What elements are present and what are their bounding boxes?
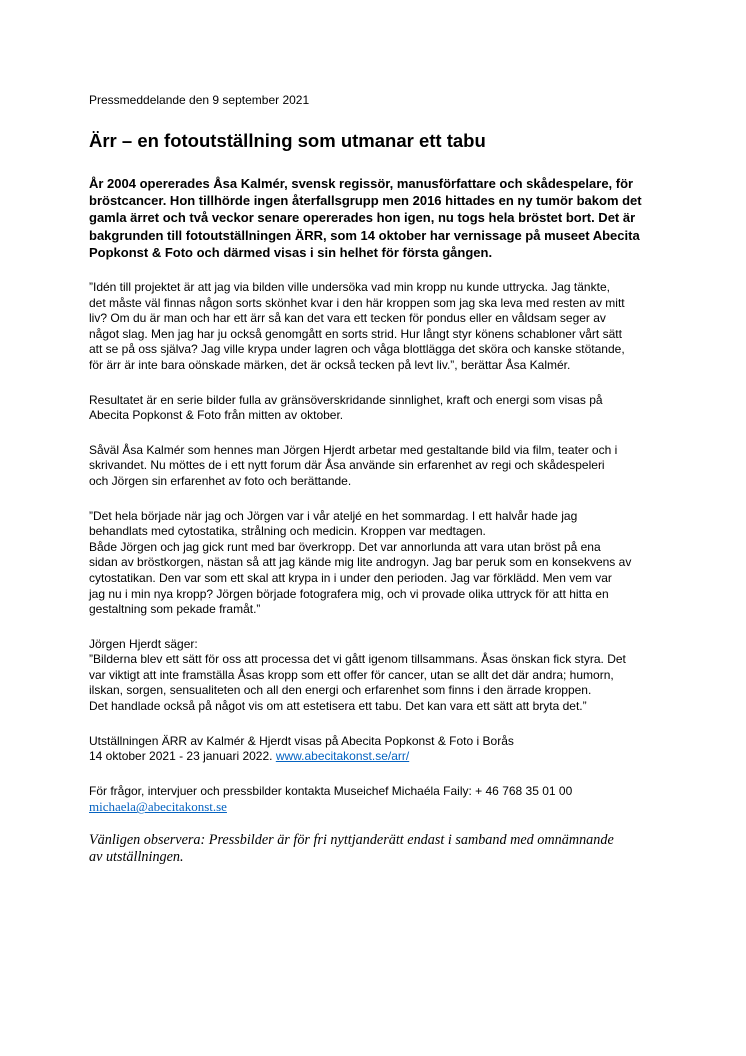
result-paragraph	[89, 393, 664, 424]
text-line: behandlats med cytostatika, strålning och medicin. Kroppen var medtagen.	[89, 524, 486, 539]
quote-asa-paragraph	[89, 280, 664, 374]
lead-line: bakgrunden till fotoutställningen ÄRR, som 14 oktober har vernissage på museet Abecita	[89, 227, 640, 243]
text-line: ilskan, sorgen, sensualiteten och all den energi och erfarenhet som finns i den ärrade kroppen.	[89, 683, 592, 698]
quote-studio-paragraph	[89, 509, 664, 618]
text-line: att se på oss själva? Jag ville krypa under lagren och våga blottlägga det sköra och kanske stötande,	[89, 342, 625, 357]
headline: Ärr – en fotoutställning som utmanar ett tabu	[89, 130, 486, 151]
text-line: sidan av bröstkorgen, nästan så att jag kände mig lite androgyn. Jag bar peruk som en konsekvens av	[89, 555, 632, 570]
notice-line: av utställningen.	[89, 849, 184, 866]
notice-line: Vänligen observera: Pressbilder är för fri nyttjanderätt endast i samband med omnämnande	[89, 832, 614, 849]
lead-line: År 2004 opererades Åsa Kalmér, svensk regissör, manusförfattare och skådespelare, för	[89, 176, 634, 191]
exhibition-dates: 14 oktober 2021 - 23 januari 2022.	[89, 749, 273, 764]
text-line: jag nu i min nya kropp? Jörgen började fotografera mig, och vi provade olika uttryck för att hitta en	[89, 586, 609, 601]
lead-line: gamla ärret och två veckor senare opererades hon igen, nu togs hela bröstet bort. Det är	[89, 210, 636, 226]
usage-notice	[89, 832, 664, 867]
contact-info	[89, 784, 664, 816]
text-line: Både Jörgen och jag gick runt med bar överkropp. Det var annorlunda att vara utan bröst på ena	[89, 539, 601, 554]
text-line: ”Det hela började när jag och Jörgen var i vår ateljé en het sommardag. I ett halvår hade jag	[89, 508, 578, 523]
lead-line: bröstcancer. Hon tillhörde ingen återfallsgrupp men 2016 hittades en ny tumör bakom det	[89, 193, 642, 209]
press-release	[89, 92, 664, 867]
text-line: ”Bilderna blev ett sätt för oss att processa det vi gått igenom tillsammans. Åsas önskan fick styra. Det	[89, 652, 626, 667]
text-line: liv? Om du är man och har ett ärr så kan det vara ett tecken för pondus eller en våldsam seger av	[89, 311, 606, 326]
exhibition-info	[89, 734, 664, 765]
lead-paragraph	[89, 175, 664, 261]
lead-line: Popkonst & Foto och därmed visas i sin helhet för första gången.	[89, 244, 493, 260]
dateline: Pressmeddelande den 9 september 2021	[89, 93, 310, 107]
quote-jorgen-paragraph	[89, 637, 664, 715]
text-line: gestaltning som pekade framåt.”	[89, 602, 261, 617]
text-line: något slag. Men jag har ju också genomgått en sorts strid. Hur långt styr könens schabloner vårt sätt	[89, 326, 622, 341]
text-line: för ärr är inte bara oönskade märken, det är också tecken på levt liv.”, berättar Åsa Kalmér.	[89, 357, 571, 372]
text-line: Jörgen Hjerdt säger:	[89, 636, 198, 651]
exhibition-link[interactable]: www.abecitakonst.se/arr/	[275, 749, 410, 764]
text-line: och Jörgen sin erfarenhet av foto och berättande.	[89, 473, 352, 488]
text-line: skrivandet. Nu möttes de i ett nytt forum där Åsa använde sin erfarenhet av regi och skådespeleri	[89, 458, 605, 473]
contact-line: För frågor, intervjuer och pressbilder kontakta Museichef Michaéla Faily: + 46 768 35 01 00	[89, 783, 573, 798]
exhibition-dates-line	[89, 749, 664, 765]
text-line: var viktigt att inte framställa Åsas kropp som ett offer för cancer, utan se allt det där andra; humorn,	[89, 667, 614, 682]
background-paragraph	[89, 443, 664, 490]
contact-email-line	[89, 799, 664, 816]
text-line: ”Idén till projektet är att jag via bilden ville undersöka vad min kropp nu kunde uttrycka. Jag tänkte,	[89, 280, 610, 295]
text-line: Det handlade också på något vis om att estetisera ett tabu. Det kan vara ett sätt att bryta det.”	[89, 699, 587, 714]
text-line: cytostatikan. Den var som ett skal att krypa in i under den perioden. Jag var förklädd. Men vem var	[89, 570, 612, 585]
text-line: Resultatet är en serie bilder fulla av gränsöverskridande sinnlighet, kraft och energi som visas på	[89, 392, 603, 407]
text-line: Såväl Åsa Kalmér som hennes man Jörgen Hjerdt arbetar med gestaltande bild via film, teater och i	[89, 442, 618, 457]
text-line: det måste väl finnas någon sorts skönhet kvar i den här kroppen som jag ska leva med resten av mitt	[89, 295, 625, 310]
text-line: Abecita Popkonst & Foto från mitten av oktober.	[89, 408, 344, 423]
exhibition-venue: Utställningen ÄRR av Kalmér & Hjerdt visas på Abecita Popkonst & Foto i Borås	[89, 733, 514, 748]
contact-email-link[interactable]: michaela@abecitakonst.se	[89, 799, 227, 815]
